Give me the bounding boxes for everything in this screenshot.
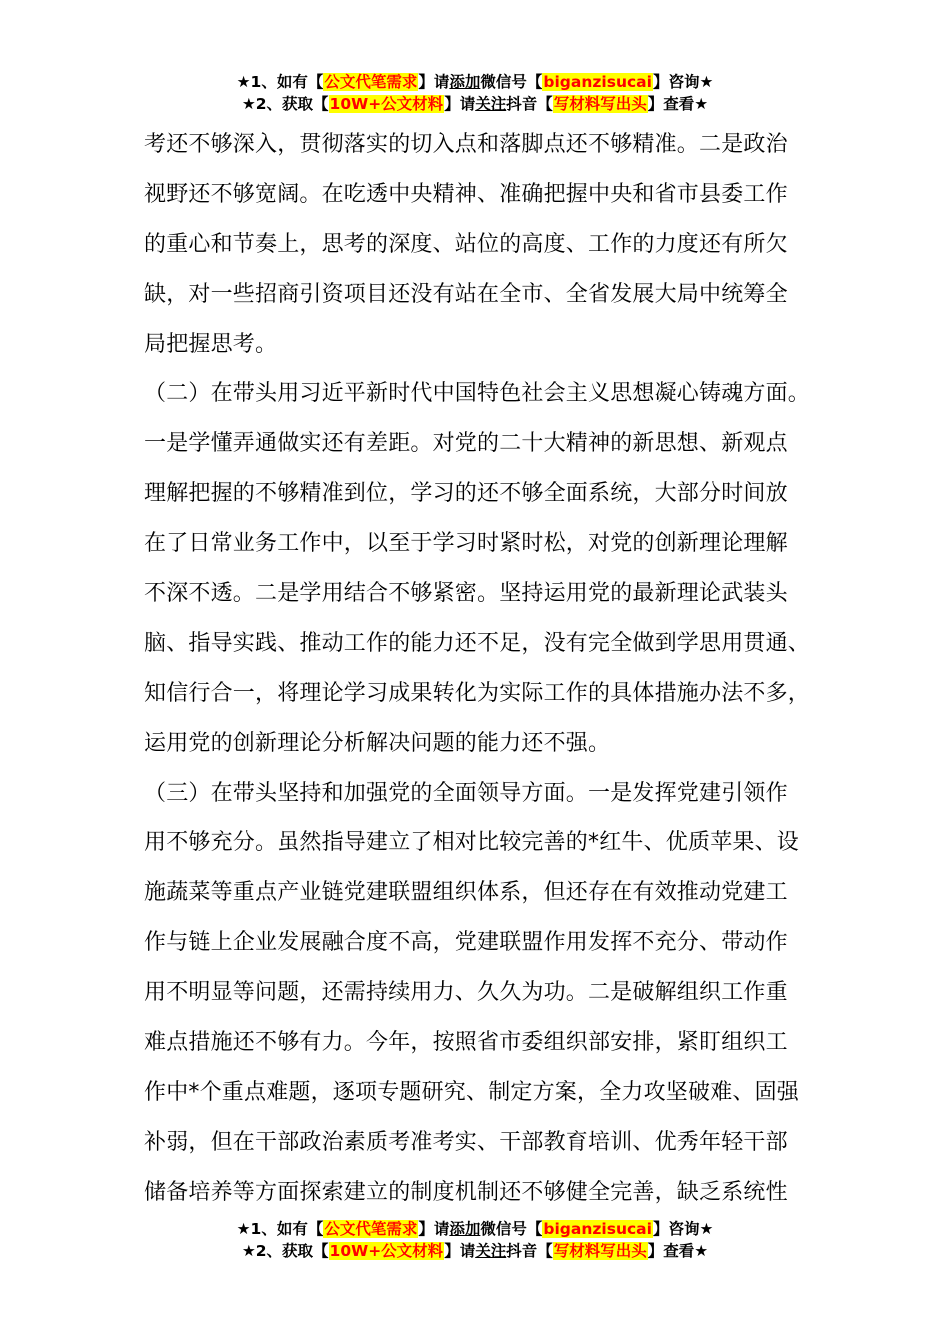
body-line: 用不明显等问题，还需持续用力、久久为功。二是破解组织工作重 — [144, 980, 788, 1006]
body-line: 施蔬菜等重点产业链党建联盟组织体系，但还存在有效推动党建工 — [144, 880, 788, 906]
promo-line-2 — [0, 93, 950, 115]
section-heading-3: （三）在带头坚持和加强党的全面领导方面。一是发挥党建引领作 — [144, 780, 788, 806]
promo-line-1 — [0, 71, 950, 93]
promo-underlined: 关注 — [475, 1242, 507, 1260]
promo-underlined: 添加 — [449, 1220, 481, 1238]
promo-prefix: ★2、获取【 — [241, 1242, 329, 1260]
promo-highlight: 公文代笔需求 — [324, 73, 418, 91]
body-line: 储备培养等方面探索建立的制度机制还不够健全完善，缺乏系统性 — [144, 1179, 788, 1205]
section-heading-2: （二）在带头用习近平新时代中国特色社会主义思想凝心铸魂方面。 — [144, 381, 811, 407]
document-body — [144, 120, 834, 1218]
promo-douyin-account: 写材料写出头 — [553, 1242, 647, 1260]
promo-header-top — [0, 71, 950, 115]
promo-highlight: 公文代笔需求 — [324, 1220, 418, 1238]
promo-text: 】请 — [418, 73, 450, 91]
body-line: 局把握思考。 — [144, 331, 278, 357]
promo-suffix: 】查看★ — [647, 1242, 709, 1260]
body-line: 一是学懂弄通做实还有差距。对党的二十大精神的新思想、新观点 — [144, 431, 788, 457]
promo-line-1 — [0, 1218, 950, 1240]
promo-underlined: 关注 — [475, 95, 507, 113]
promo-prefix: ★1、如有【 — [236, 73, 324, 91]
body-line: 补弱，但在干部政治素质考准考实、干部教育培训、优秀年轻干部 — [144, 1129, 788, 1155]
body-line: 理解把握的不够精准到位，学习的还不够全面系统，大部分时间放 — [144, 481, 788, 507]
promo-highlight: 10W+公文材料 — [329, 95, 444, 113]
body-line: 视野还不够宽阔。在吃透中央精神、准确把握中央和省市县委工作 — [144, 181, 788, 207]
promo-wechat-id: biganzisucai — [543, 73, 652, 91]
body-line: 难点措施还不够有力。今年，按照省市委组织部安排，紧盯组织工 — [144, 1030, 788, 1056]
body-line: 运用党的创新理论分析解决问题的能力还不强。 — [144, 730, 611, 756]
body-line: 的重心和节奏上，思考的深度、站位的高度、工作的力度还有所欠 — [144, 231, 788, 257]
body-line: 在了日常业务工作中，以至于学习时紧时松，对党的创新理论理解 — [144, 531, 788, 557]
promo-text: 抖音【 — [506, 95, 553, 113]
body-line: 不深不透。二是学用结合不够紧密。坚持运用党的最新理论武装头 — [144, 581, 788, 607]
body-line: 脑、指导实践、推动工作的能力还不足，没有完全做到学思用贯通、 — [144, 630, 811, 656]
promo-underlined: 添加 — [449, 73, 481, 91]
promo-line-2 — [0, 1240, 950, 1262]
body-line: 作与链上企业发展融合度不高，党建联盟作用发挥不充分、带动作 — [144, 930, 788, 956]
body-line: 用不够充分。虽然指导建立了相对比较完善的*红牛、优质苹果、设 — [144, 830, 800, 856]
body-line: 缺，对一些招商引资项目还没有站在全市、全省发展大局中统筹全 — [144, 281, 788, 307]
promo-douyin-account: 写材料写出头 — [553, 95, 647, 113]
promo-text: 抖音【 — [506, 1242, 553, 1260]
promo-suffix: 】查看★ — [647, 95, 709, 113]
promo-prefix: ★2、获取【 — [241, 95, 329, 113]
promo-text: 微信号【 — [480, 73, 543, 91]
promo-suffix: 】咨询★ — [652, 1220, 714, 1238]
body-line: 考还不够深入，贯彻落实的切入点和落脚点还不够精准。二是政治 — [144, 132, 788, 157]
promo-highlight: 10W+公文材料 — [329, 1242, 444, 1260]
body-line: 知信行合一，将理论学习成果转化为实际工作的具体措施办法不多， — [144, 680, 811, 706]
promo-text: 】请 — [444, 1242, 476, 1260]
promo-wechat-id: biganzisucai — [543, 1220, 652, 1238]
promo-prefix: ★1、如有【 — [236, 1220, 324, 1238]
promo-suffix: 】咨询★ — [652, 73, 714, 91]
promo-text: 微信号【 — [480, 1220, 543, 1238]
body-line: 作中*个重点难题，逐项专题研究、制定方案，全力攻坚破难、固强 — [144, 1079, 800, 1105]
promo-footer-bottom — [0, 1218, 950, 1262]
promo-text: 】请 — [444, 95, 476, 113]
promo-text: 】请 — [418, 1220, 450, 1238]
